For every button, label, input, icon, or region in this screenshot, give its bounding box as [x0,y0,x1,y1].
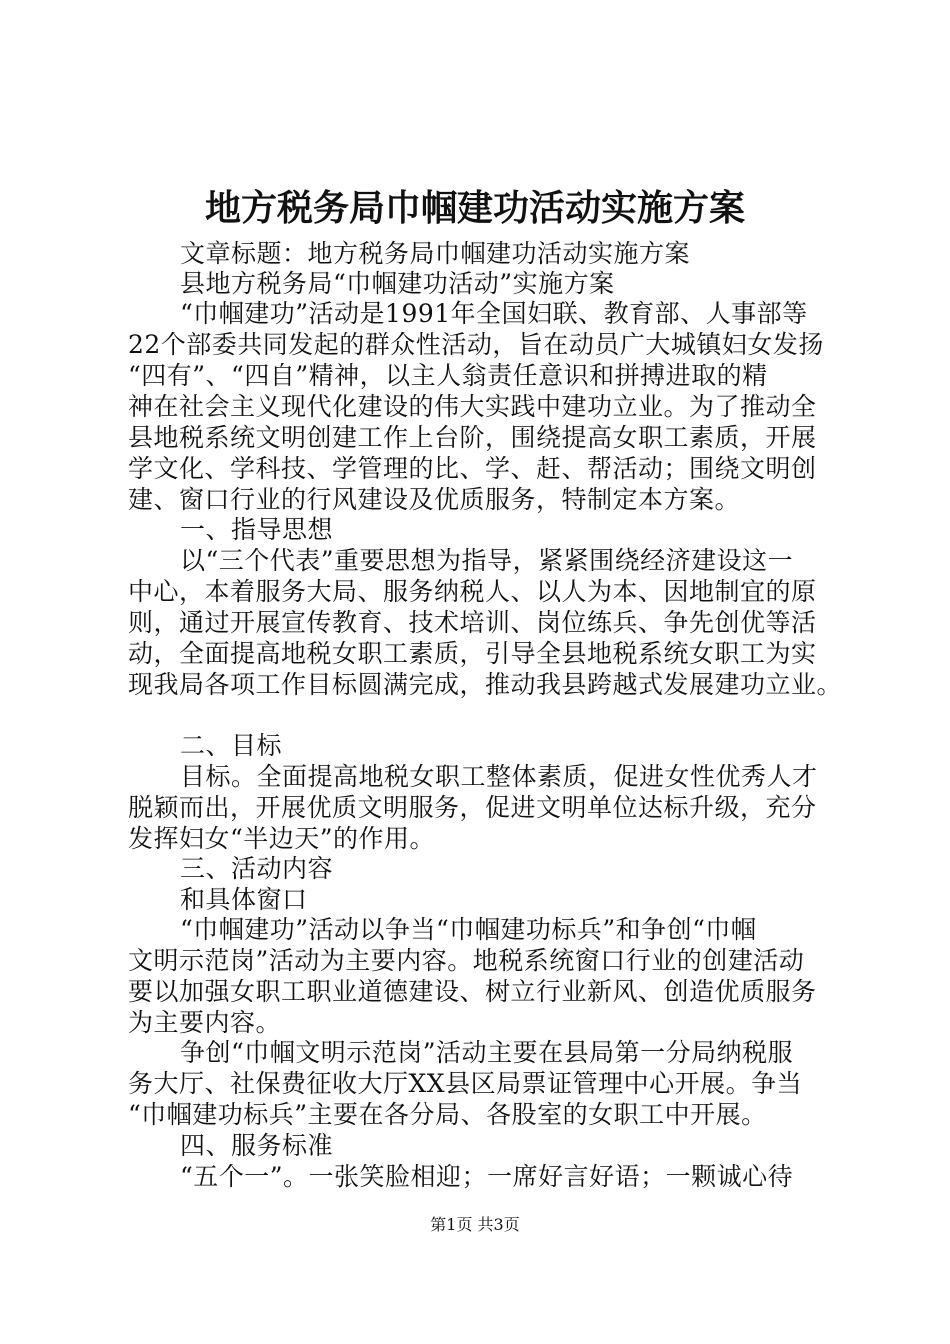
paragraph-line: “巾帼建功”活动是1991年全国妇联、教育部、人事部等 [180,299,808,328]
paragraph-line: 动，全面提高地税女职工素质，引导全县地税系统女职工为实 [128,639,817,668]
paragraph-line: 要以加强女职工职业道德建设、树立行业新风、创造优质服务 [128,977,817,1006]
paragraph-line: 则，通过开展宣传教育、技术培训、岗位练兵、争先创优等活 [128,608,817,637]
page-footer: 第1页 共3页 [430,1215,520,1234]
paragraph-line: “五个一”。一张笑脸相迎；一席好言好语；一颗诚心待 [180,1162,794,1191]
paragraph-line: 目标。全面提高地税女职工整体素质，促进女性优秀人才 [180,762,818,791]
paragraph-line: 神在社会主义现代化建设的伟大实践中建功立业。为了推动全 [128,392,817,421]
paragraph-line: “巾帼建功标兵”主要在各分局、各股室的女职工中开展。 [128,1100,767,1129]
article-title-line: 文章标题：地方税务局巾帼建功活动实施方案 [180,239,691,268]
paragraph-line: 文明示范岗”活动为主要内容。地税系统窗口行业的创建活动 [128,946,805,975]
paragraph-line: 脱颖而出，开展优质文明服务，促进文明单位达标升级，充分 [128,793,817,822]
paragraph-line: 县地税系统文明创建工作上台阶，围绕提高女职工素质，开展 [128,423,817,452]
paragraph-line: 务大厅、社保费征收大厅XX县区局票证管理中心开展。争当 [128,1069,803,1098]
paragraph-line: 现我局各项工作目标圆满完成，推动我县跨越式发展建功立业。 [128,670,843,699]
paragraph-line: 发挥妇女“半边天”的作用。 [128,824,436,853]
paragraph-line: 以“三个代表”重要思想为指导，紧紧围绕经济建设这一 [180,546,794,575]
section-heading: 四、服务标准 [180,1131,334,1160]
paragraph-line: 为主要内容。 [128,1008,282,1037]
subtitle-line: 县地方税务局“巾帼建功活动”实施方案 [180,269,615,298]
section-heading: 二、目标 [180,731,283,760]
paragraph-line: 22个部委共同发起的群众性活动，旨在动员广大城镇妇女发扬 [128,330,824,359]
paragraph-line: “巾帼建功”活动以争当“巾帼建功标兵”和争创“巾帼 [180,915,757,944]
paragraph-line: 争创“巾帼文明示范岗”活动主要在县局第一分局纳税服 [180,1038,794,1067]
paragraph-line: “四有”、“四自”精神，以主人翁责任意识和拼搏进取的精 [128,361,768,390]
document-title: 地方税务局巾帼建功活动实施方案 [204,187,745,229]
section-heading: 一、指导思想 [180,515,334,544]
paragraph-line: 学文化、学科技、学管理的比、学、赶、帮活动；围绕文明创 [128,454,817,483]
paragraph-line: 建、窗口行业的行风建设及优质服务，特制定本方案。 [128,485,741,514]
paragraph-line: 和具体窗口 [180,885,308,914]
paragraph-line: 中心，本着服务大局、服务纳税人、以人为本、因地制宜的原 [128,577,817,606]
section-heading: 三、活动内容 [180,854,334,883]
